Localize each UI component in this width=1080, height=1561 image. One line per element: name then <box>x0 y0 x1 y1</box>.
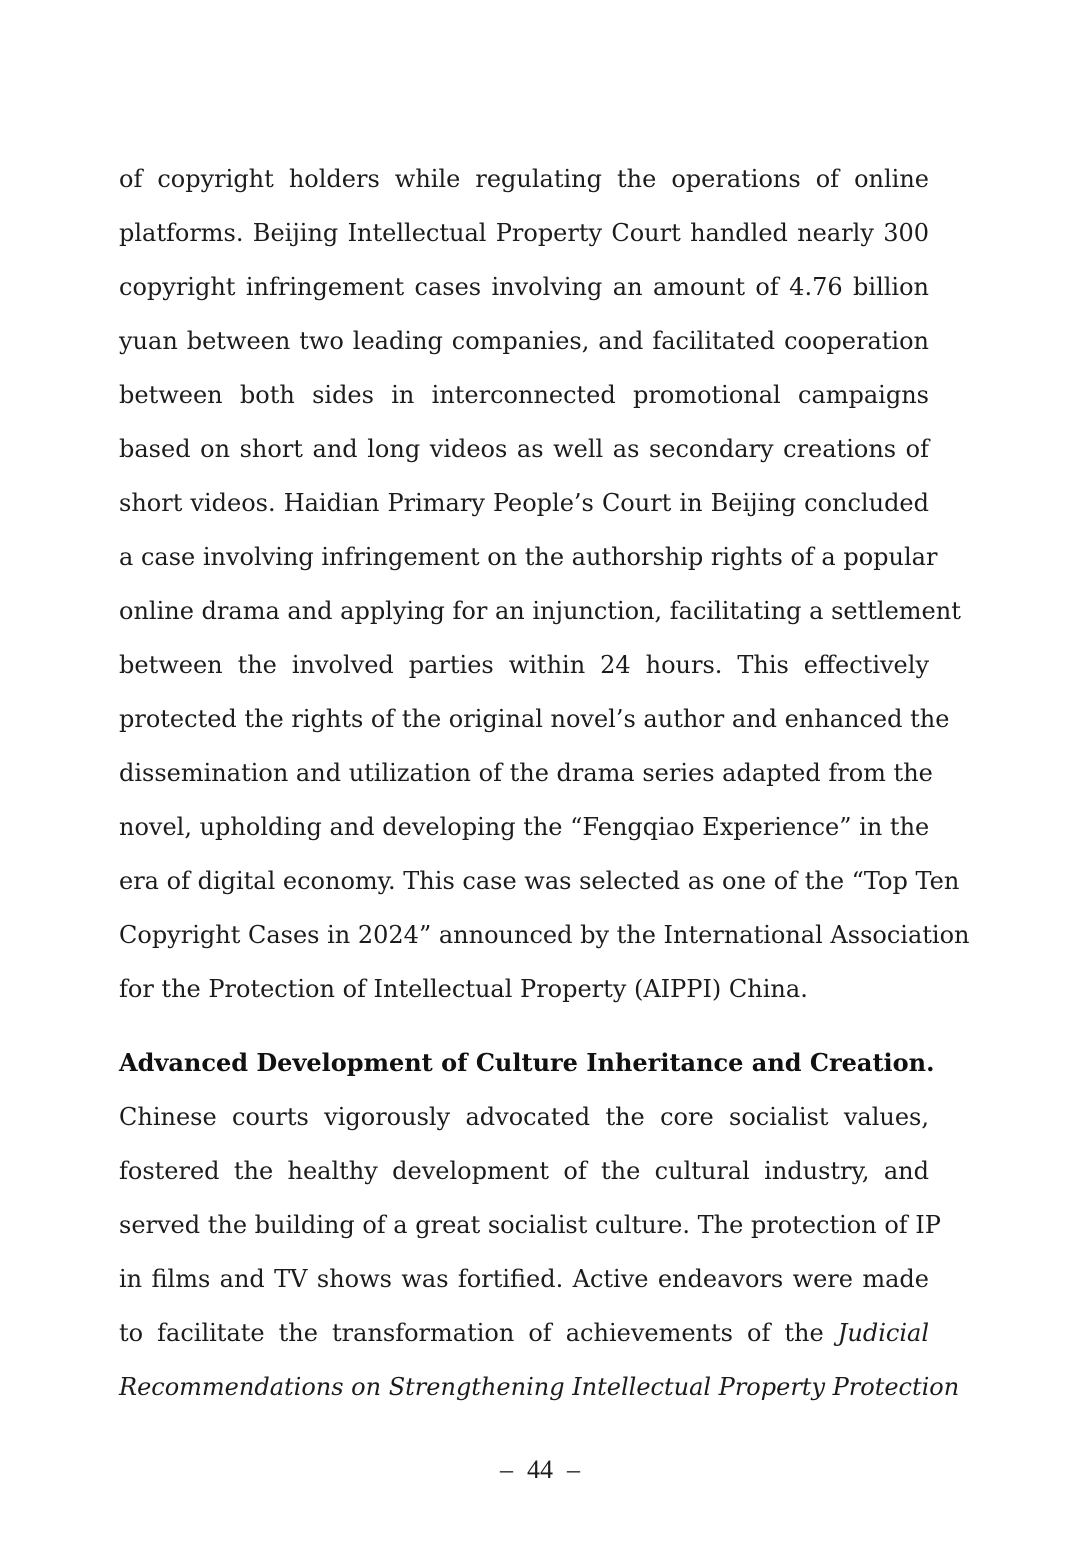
paragraph-line: platforms. Beijing Intellectual Property Court handled nearly 300 <box>119 219 929 247</box>
paragraph-line: Chinese courts vigorously advocated the core socialist values, <box>119 1103 929 1131</box>
paragraph-line: between the involved parties within 24 hours. This effectively <box>119 651 929 679</box>
paragraph-line: Copyright Cases in 2024” announced by the International Association <box>119 921 970 949</box>
paragraph-line: between both sides in interconnected promotional campaigns <box>119 381 929 409</box>
page-number-dash-left: – <box>500 1455 513 1484</box>
paragraph-line: based on short and long videos as well as secondary creations of <box>119 435 929 463</box>
paragraph-line: for the Protection of Intellectual Property (AIPPI) China. <box>119 975 808 1003</box>
paragraph-line: protected the rights of the original novel’s author and enhanced the <box>119 705 950 733</box>
paragraph-line: fostered the healthy development of the cultural industry, and <box>119 1157 929 1185</box>
paragraph-line: in films and TV shows was fortified. Active endeavors were made <box>119 1265 929 1293</box>
page-number: 44 <box>527 1455 553 1484</box>
paragraph-line: yuan between two leading companies, and facilitated cooperation <box>119 327 929 355</box>
paragraph-line: served the building of a great socialist culture. The protection of IP <box>119 1211 941 1239</box>
paragraph-1 <box>119 152 970 1016</box>
paragraph-line-text: to facilitate the transformation of achievements of the <box>119 1319 824 1347</box>
section-culture <box>119 1036 960 1414</box>
document-title-italic: Judicial <box>837 1319 929 1347</box>
section-heading: Advanced Development of Culture Inheritance and Creation. <box>119 1048 935 1077</box>
paragraph-line: a case involving infringement on the authorship rights of a popular <box>119 543 938 571</box>
paragraph-line-mixed <box>119 1306 929 1360</box>
paragraph-line: novel, upholding and developing the “Fengqiao Experience” in the <box>119 813 930 841</box>
paragraph-line: online drama and applying for an injunction, facilitating a settlement <box>119 597 961 625</box>
page-footer <box>0 1448 1080 1492</box>
paragraph-line: of copyright holders while regulating the operations of online <box>119 165 929 193</box>
paragraph-line: dissemination and utilization of the drama series adapted from the <box>119 759 933 787</box>
document-title-italic-line: Recommendations on Strengthening Intellectual Property Protection <box>119 1373 960 1401</box>
paragraph-gap <box>119 1016 929 1036</box>
page-number-dash-right: – <box>567 1455 580 1484</box>
paragraph-line: copyright infringement cases involving an amount of 4.76 billion <box>119 273 929 301</box>
paragraph-line: short videos. Haidian Primary People’s Court in Beijing concluded <box>119 489 929 517</box>
paragraph-line: era of digital economy. This case was selected as one of the “Top Ten <box>119 867 960 895</box>
body-text <box>119 152 970 1414</box>
